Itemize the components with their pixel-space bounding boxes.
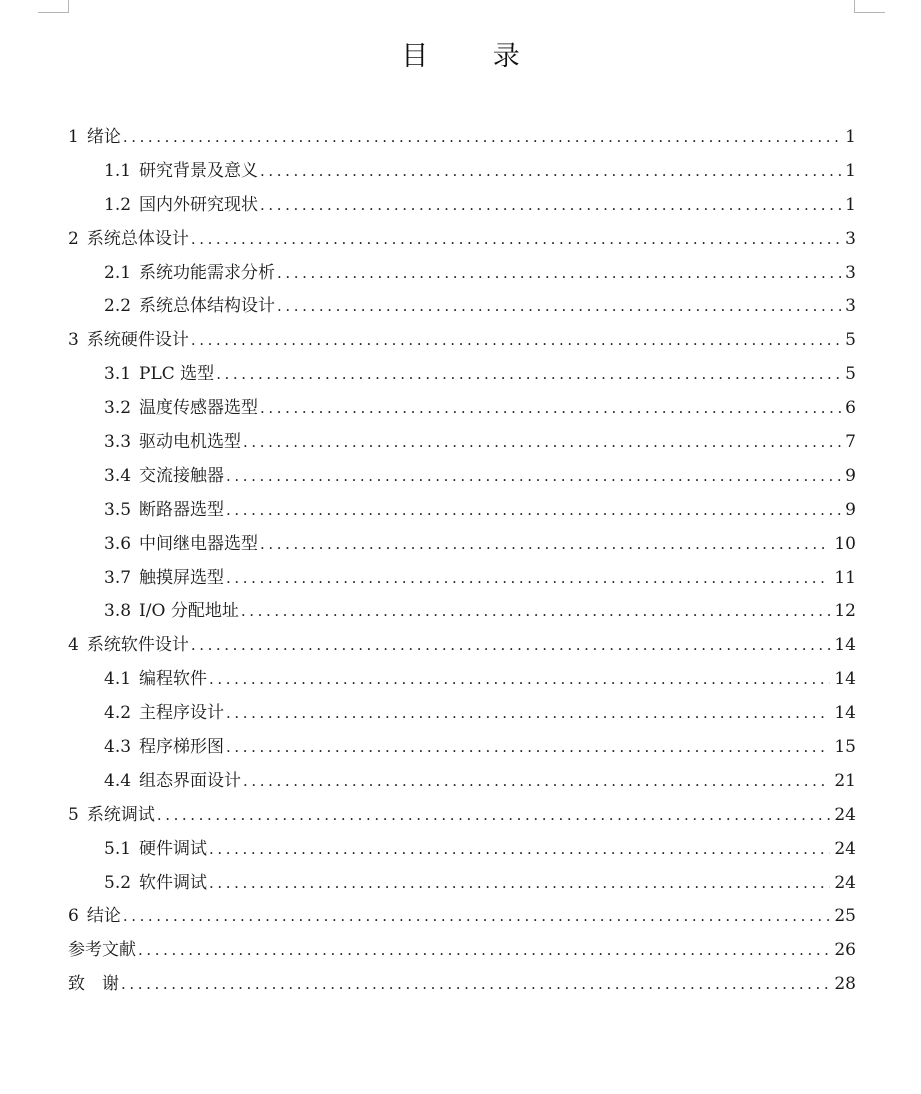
toc-entry-page-number: 14 bbox=[834, 635, 856, 656]
toc-entry-page-number: 26 bbox=[834, 940, 856, 961]
toc-title: 目 录 bbox=[401, 41, 548, 72]
toc-entry-number: 4.1 bbox=[104, 669, 132, 690]
toc-entry-number: 5 bbox=[68, 804, 79, 825]
toc-entry-label: 硬件调试 bbox=[139, 838, 208, 859]
dot-leader bbox=[260, 528, 830, 562]
toc-entry-label: 参考文献 bbox=[68, 940, 136, 961]
toc-entry[interactable] bbox=[68, 257, 856, 291]
toc-entry-label: 绪论 bbox=[86, 127, 121, 147]
dot-leader bbox=[121, 968, 830, 1002]
dot-leader bbox=[209, 867, 830, 901]
toc-entry-number: 4.4 bbox=[104, 770, 132, 791]
toc-entry[interactable] bbox=[68, 562, 856, 596]
toc-entry[interactable] bbox=[68, 833, 856, 867]
toc-entry-page-number: 28 bbox=[834, 974, 856, 995]
toc-entry[interactable] bbox=[68, 663, 856, 697]
toc-entry-page-number: 24 bbox=[834, 804, 856, 825]
toc-entry[interactable] bbox=[68, 765, 856, 799]
dot-leader bbox=[243, 765, 830, 799]
toc-entry[interactable] bbox=[68, 494, 856, 528]
toc-entry-label: 温度传感器选型 bbox=[139, 398, 259, 419]
toc-entry-label: 程序梯形图 bbox=[139, 737, 225, 758]
toc-entry-page-number: 24 bbox=[834, 838, 856, 859]
toc-entry[interactable] bbox=[68, 867, 856, 901]
toc-entry-number: 6 bbox=[68, 906, 79, 927]
toc-entry-label: 结论 bbox=[86, 906, 121, 927]
toc-entry[interactable] bbox=[68, 426, 856, 460]
toc-entry-page-number: 5 bbox=[845, 330, 856, 351]
toc-entry[interactable] bbox=[68, 290, 856, 324]
toc-entry-label: 系统软件设计 bbox=[86, 635, 189, 656]
toc-entry[interactable] bbox=[68, 189, 856, 223]
toc-entry-label: 驱动电机选型 bbox=[139, 432, 242, 453]
toc-entry-label: 编程软件 bbox=[139, 669, 208, 690]
dot-leader bbox=[241, 595, 831, 629]
toc-entry-page-number: 10 bbox=[834, 533, 856, 554]
toc-entry-label: 软件调试 bbox=[139, 872, 208, 893]
dot-leader bbox=[226, 460, 841, 494]
toc-entry-label: 系统总体设计 bbox=[86, 228, 189, 249]
toc-entry-label: 中间继电器选型 bbox=[139, 533, 259, 554]
toc-entry-label: 研究背景及意义 bbox=[139, 160, 259, 181]
toc-entry-number: 3 bbox=[68, 330, 79, 351]
dot-leader bbox=[260, 189, 841, 223]
toc-entry-label: PLC 选型 bbox=[139, 364, 215, 385]
toc-entry-label: 主程序设计 bbox=[139, 703, 225, 724]
toc-entry[interactable] bbox=[68, 799, 856, 833]
dot-leader bbox=[209, 833, 830, 867]
toc-entry-number: 5.2 bbox=[104, 872, 132, 893]
toc-entry-page-number: 12 bbox=[834, 601, 856, 622]
toc-entry[interactable] bbox=[68, 324, 856, 358]
toc-entry[interactable] bbox=[68, 968, 856, 1002]
dot-leader bbox=[226, 562, 830, 596]
toc-entry-label: 系统硬件设计 bbox=[86, 330, 189, 351]
dot-leader bbox=[123, 121, 841, 155]
toc-entry[interactable] bbox=[68, 392, 856, 426]
toc-entry[interactable] bbox=[68, 358, 856, 392]
toc-entry-page-number: 6 bbox=[845, 398, 856, 419]
toc-entry-number: 4 bbox=[68, 635, 79, 656]
page-corner-mark-left bbox=[38, 0, 69, 13]
dot-leader bbox=[157, 799, 831, 833]
dot-leader bbox=[277, 257, 841, 291]
toc-entry-label: 系统功能需求分析 bbox=[139, 262, 276, 283]
toc-entry-page-number: 1 bbox=[845, 194, 856, 215]
toc-entry-page-number: 24 bbox=[834, 872, 856, 893]
toc-entry-number: 3.8 bbox=[104, 601, 132, 622]
toc-entry[interactable] bbox=[68, 223, 856, 257]
toc-entry-number: 3.5 bbox=[104, 499, 132, 520]
dot-leader bbox=[191, 629, 831, 663]
toc-entry-number: 3.6 bbox=[104, 533, 132, 554]
toc-entry-label: 系统总体结构设计 bbox=[139, 296, 276, 317]
toc-entry[interactable] bbox=[68, 460, 856, 494]
toc-entry-page-number: 3 bbox=[845, 262, 856, 283]
toc-entry-page-number: 21 bbox=[834, 770, 856, 791]
toc-entry-page-number: 15 bbox=[834, 737, 856, 758]
toc-entry-page-number: 7 bbox=[845, 432, 856, 453]
toc-entry-number: 2 bbox=[68, 228, 79, 249]
toc-entry[interactable] bbox=[68, 528, 856, 562]
dot-leader bbox=[209, 663, 830, 697]
toc-entry-number: 1 bbox=[68, 127, 79, 147]
toc-entry-number: 3.7 bbox=[104, 567, 132, 588]
toc-entry-page-number: 14 bbox=[834, 669, 856, 690]
toc-entry-page-number: 9 bbox=[845, 465, 856, 486]
dot-leader bbox=[260, 155, 841, 189]
toc-entry-number: 4.2 bbox=[104, 703, 132, 724]
toc-entry-number: 3.4 bbox=[104, 465, 132, 486]
toc-entry[interactable] bbox=[68, 900, 856, 934]
toc-entry-number: 2.2 bbox=[104, 296, 132, 317]
dot-leader bbox=[123, 900, 831, 934]
toc-entry-page-number: 1 bbox=[845, 160, 856, 181]
toc-entry-number: 2.1 bbox=[104, 262, 132, 283]
toc-entry-page-number: 5 bbox=[845, 364, 856, 385]
toc-entry[interactable] bbox=[68, 697, 856, 731]
toc-entry-page-number: 3 bbox=[845, 296, 856, 317]
toc-entry-page-number: 9 bbox=[845, 499, 856, 520]
toc-entry-number: 3.2 bbox=[104, 398, 132, 419]
dot-leader bbox=[226, 697, 830, 731]
toc-entry-page-number: 1 bbox=[845, 127, 856, 147]
toc-entry-page-number: 3 bbox=[845, 228, 856, 249]
toc-entry[interactable] bbox=[68, 629, 856, 663]
toc-entry-label: 触摸屏选型 bbox=[139, 567, 225, 588]
dot-leader bbox=[243, 426, 841, 460]
toc-entry-number: 1.2 bbox=[104, 194, 132, 215]
toc-entry-number: 3.1 bbox=[104, 364, 132, 385]
toc-entry-label: 断路器选型 bbox=[139, 499, 225, 520]
toc-entry-label: 组态界面设计 bbox=[139, 770, 242, 791]
page-corner-mark-right bbox=[854, 0, 885, 13]
toc-entry[interactable] bbox=[68, 934, 856, 968]
dot-leader bbox=[277, 290, 841, 324]
toc-entry-label: 交流接触器 bbox=[139, 465, 225, 486]
toc-entry[interactable] bbox=[68, 121, 856, 155]
toc-entry[interactable] bbox=[68, 155, 856, 189]
toc-entry-label: 系统调试 bbox=[86, 804, 155, 825]
toc-entry-label: I/O 分配地址 bbox=[139, 601, 239, 622]
toc-entry-number: 3.3 bbox=[104, 432, 132, 453]
toc-entry-label: 国内外研究现状 bbox=[139, 194, 259, 215]
toc-entry-number: 1.1 bbox=[104, 160, 132, 181]
toc-entry-page-number: 11 bbox=[834, 567, 856, 588]
toc-entry[interactable] bbox=[68, 595, 856, 629]
toc-entry-number: 5.1 bbox=[104, 838, 132, 859]
dot-leader bbox=[191, 223, 841, 257]
dot-leader bbox=[191, 324, 841, 358]
dot-leader bbox=[226, 731, 830, 765]
dot-leader bbox=[138, 934, 830, 968]
dot-leader bbox=[260, 392, 841, 426]
dot-leader bbox=[216, 358, 841, 392]
toc-entry-label: 致 谢 bbox=[68, 974, 119, 995]
toc-entry-page-number: 14 bbox=[834, 703, 856, 724]
toc-entry-page-number: 25 bbox=[834, 906, 856, 927]
toc-entry-number: 4.3 bbox=[104, 737, 132, 758]
dot-leader bbox=[226, 494, 841, 528]
table-of-contents bbox=[68, 121, 856, 1002]
toc-entry[interactable] bbox=[68, 731, 856, 765]
